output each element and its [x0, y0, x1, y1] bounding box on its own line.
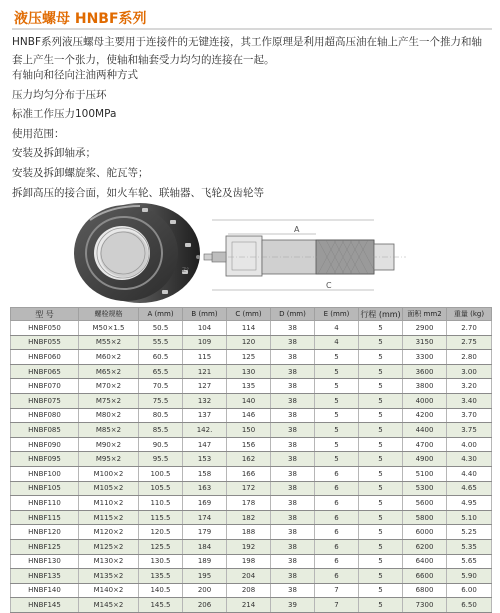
- cell-d: 38: [271, 364, 315, 379]
- cell-b: 137: [183, 408, 227, 423]
- cell-area: 3600: [403, 364, 447, 379]
- cell-weight: 5.35: [447, 539, 492, 554]
- table-row: [11, 583, 492, 598]
- cell-stroke: 5: [359, 525, 403, 540]
- cell-a: 80.5: [139, 408, 183, 423]
- cell-a: 105.5: [139, 481, 183, 496]
- cell-stroke: 5: [359, 466, 403, 481]
- cell-area: 5800: [403, 510, 447, 525]
- cell-e: 7: [315, 598, 359, 613]
- cell-weight: 5.90: [447, 569, 492, 584]
- cell-thread-spec: M105×2: [79, 481, 139, 496]
- cell-b: 121: [183, 364, 227, 379]
- cell-weight: 4.40: [447, 466, 492, 481]
- cell-e: 5: [315, 423, 359, 438]
- table-row: [11, 423, 492, 438]
- cell-b: 153: [183, 452, 227, 467]
- table-row: [11, 525, 492, 540]
- cell-thread-spec: M145×2: [79, 598, 139, 613]
- cell-area: 2900: [403, 321, 447, 336]
- cell-weight: 4.30: [447, 452, 492, 467]
- table-row: [11, 393, 492, 408]
- cell-b: 127: [183, 379, 227, 394]
- cell-c: 172: [227, 481, 271, 496]
- cell-a: 65.5: [139, 364, 183, 379]
- cell-c: 130: [227, 364, 271, 379]
- cell-area: 4700: [403, 437, 447, 452]
- cell-area: 5300: [403, 481, 447, 496]
- cell-model: HNBF070: [11, 379, 79, 394]
- cell-e: 6: [315, 539, 359, 554]
- cell-a: 60.5: [139, 350, 183, 365]
- cell-d: 38: [271, 510, 315, 525]
- cell-d: 38: [271, 569, 315, 584]
- cell-d: 38: [271, 481, 315, 496]
- cell-c: 178: [227, 496, 271, 511]
- cell-d: 38: [271, 393, 315, 408]
- cell-d: 38: [271, 379, 315, 394]
- cell-e: 6: [315, 510, 359, 525]
- cell-stroke: 5: [359, 335, 403, 350]
- cell-weight: 5.25: [447, 525, 492, 540]
- cell-a: 110.5: [139, 496, 183, 511]
- table-row: [11, 321, 492, 336]
- table-row: [11, 452, 492, 467]
- cell-e: 6: [315, 481, 359, 496]
- cell-c: 198: [227, 554, 271, 569]
- cell-thread-spec: M70×2: [79, 379, 139, 394]
- cell-stroke: 5: [359, 393, 403, 408]
- table-row: [11, 496, 492, 511]
- header-thread-spec: 螺栓规格: [79, 308, 139, 321]
- table-row: [11, 481, 492, 496]
- cell-weight: 3.20: [447, 379, 492, 394]
- cell-a: 120.5: [139, 525, 183, 540]
- cell-model: HNBF095: [11, 452, 79, 467]
- cell-model: HNBF125: [11, 539, 79, 554]
- cell-thread-spec: M85×2: [79, 423, 139, 438]
- cell-c: 188: [227, 525, 271, 540]
- cell-e: 5: [315, 437, 359, 452]
- dimension-a-label: A: [294, 225, 300, 234]
- table-row: [11, 350, 492, 365]
- cell-e: 4: [315, 335, 359, 350]
- cell-stroke: 5: [359, 598, 403, 613]
- cell-thread-spec: M90×2: [79, 437, 139, 452]
- cell-e: 6: [315, 525, 359, 540]
- cell-d: 38: [271, 496, 315, 511]
- cell-weight: 3.70: [447, 408, 492, 423]
- cell-b: 158: [183, 466, 227, 481]
- cell-model: HNBF130: [11, 554, 79, 569]
- cell-e: 7: [315, 583, 359, 598]
- cell-b: 179: [183, 525, 227, 540]
- cell-d: 38: [271, 350, 315, 365]
- cell-area: 6400: [403, 554, 447, 569]
- header-e: E (mm): [315, 308, 359, 321]
- cell-b: 200: [183, 583, 227, 598]
- cell-b: 189: [183, 554, 227, 569]
- cell-thread-spec: M80×2: [79, 408, 139, 423]
- cell-model: HNBF050: [11, 321, 79, 336]
- table-header-row: [11, 308, 492, 321]
- cell-b: 206: [183, 598, 227, 613]
- cell-model: HNBF110: [11, 496, 79, 511]
- intro-paragraph: HNBF系列液压螺母主要用于连接件的无键连接，其工作原理是利用超高压油在轴上产生一个推力和轴套上产生一个张力，使轴和轴套受力均匀的连接在一起。: [12, 36, 482, 66]
- header-area: 面积 mm2: [403, 308, 447, 321]
- cell-c: 140: [227, 393, 271, 408]
- cell-a: 55.5: [139, 335, 183, 350]
- cell-model: HNBF075: [11, 393, 79, 408]
- cell-a: 100.5: [139, 466, 183, 481]
- cell-area: 4000: [403, 393, 447, 408]
- cell-d: 38: [271, 583, 315, 598]
- cell-thread-spec: M110×2: [79, 496, 139, 511]
- cell-model: HNBF105: [11, 481, 79, 496]
- header-c: C (mm): [227, 308, 271, 321]
- cell-model: HNBF115: [11, 510, 79, 525]
- header-a: A (mm): [139, 308, 183, 321]
- cell-c: 208: [227, 583, 271, 598]
- cell-e: 5: [315, 408, 359, 423]
- cell-e: 5: [315, 350, 359, 365]
- cell-a: 145.5: [139, 598, 183, 613]
- cell-e: 6: [315, 496, 359, 511]
- cell-stroke: 5: [359, 350, 403, 365]
- cell-b: 109: [183, 335, 227, 350]
- cell-stroke: 5: [359, 539, 403, 554]
- cell-c: 204: [227, 569, 271, 584]
- feature-item: 有轴向和径向注油两种方式: [12, 69, 138, 81]
- cell-model: HNBF090: [11, 437, 79, 452]
- cell-area: 5100: [403, 466, 447, 481]
- table-row: [11, 510, 492, 525]
- cell-e: 5: [315, 379, 359, 394]
- cell-d: 39: [271, 598, 315, 613]
- cell-e: 4: [315, 321, 359, 336]
- cell-c: 135: [227, 379, 271, 394]
- cell-c: 125: [227, 350, 271, 365]
- cell-area: 4200: [403, 408, 447, 423]
- cell-d: 38: [271, 466, 315, 481]
- table-row: [11, 554, 492, 569]
- cell-stroke: 5: [359, 452, 403, 467]
- cell-a: 50.5: [139, 321, 183, 336]
- page-title: 液压螺母 HNBF系列: [14, 11, 147, 27]
- cell-c: 114: [227, 321, 271, 336]
- table-row: [11, 364, 492, 379]
- cell-stroke: 5: [359, 437, 403, 452]
- cell-thread-spec: M130×2: [79, 554, 139, 569]
- cell-area: 3300: [403, 350, 447, 365]
- header-b: B (mm): [183, 308, 227, 321]
- cell-e: 6: [315, 569, 359, 584]
- cell-weight: 2.80: [447, 350, 492, 365]
- cell-area: 6800: [403, 583, 447, 598]
- cell-stroke: 5: [359, 364, 403, 379]
- feature-item: 拆卸高压的接合面，如火车轮、联轴器、飞轮及齿轮等: [12, 186, 264, 199]
- cell-thread-spec: M50×1.5: [79, 321, 139, 336]
- cell-weight: 4.00: [447, 437, 492, 452]
- cell-weight: 3.40: [447, 393, 492, 408]
- cell-weight: 2.75: [447, 335, 492, 350]
- cell-a: 130.5: [139, 554, 183, 569]
- table-row: [11, 539, 492, 554]
- cell-weight: 5.10: [447, 510, 492, 525]
- cell-model: HNBF065: [11, 364, 79, 379]
- cell-c: 166: [227, 466, 271, 481]
- cell-a: 95.5: [139, 452, 183, 467]
- cell-a: 70.5: [139, 379, 183, 394]
- table-row: [11, 569, 492, 584]
- cell-stroke: 5: [359, 496, 403, 511]
- cell-thread-spec: M135×2: [79, 569, 139, 584]
- cell-b: 195: [183, 569, 227, 584]
- cell-c: 146: [227, 408, 271, 423]
- cell-thread-spec: M100×2: [79, 466, 139, 481]
- cell-c: 192: [227, 539, 271, 554]
- cell-weight: 6.50: [447, 598, 492, 613]
- table-row: [11, 466, 492, 481]
- feature-item: 使用范围：: [12, 127, 65, 140]
- technical-drawing: [176, 212, 438, 302]
- cell-model: HNBF060: [11, 350, 79, 365]
- header-model: 型 号: [11, 308, 79, 321]
- cell-b: 163: [183, 481, 227, 496]
- cell-e: 5: [315, 393, 359, 408]
- cell-thread-spec: M60×2: [79, 350, 139, 365]
- feature-item: 安装及拆卸轴承；: [12, 147, 96, 160]
- table-row: [11, 379, 492, 394]
- cell-stroke: 5: [359, 321, 403, 336]
- cell-model: HNBF085: [11, 423, 79, 438]
- angle-label: Z°: [182, 267, 190, 274]
- cell-area: 6200: [403, 539, 447, 554]
- table-body: [11, 321, 492, 613]
- specification-table: [10, 307, 492, 613]
- cell-d: 38: [271, 335, 315, 350]
- cell-b: 184: [183, 539, 227, 554]
- title-divider: [12, 28, 492, 30]
- cell-a: 75.5: [139, 393, 183, 408]
- cell-model: HNBF140: [11, 583, 79, 598]
- cell-e: 6: [315, 466, 359, 481]
- cell-area: 3150: [403, 335, 447, 350]
- header-stroke: 行程 (mm): [360, 309, 401, 319]
- cell-e: 6: [315, 554, 359, 569]
- cell-b: 147: [183, 437, 227, 452]
- cell-thread-spec: M125×2: [79, 539, 139, 554]
- cell-e: 5: [315, 364, 359, 379]
- feature-item: 安装及拆卸螺旋桨、舵瓦等；: [12, 166, 149, 179]
- cell-a: 90.5: [139, 437, 183, 452]
- table-row: [11, 335, 492, 350]
- cell-d: 38: [271, 539, 315, 554]
- cell-stroke: 5: [359, 481, 403, 496]
- cell-a: 135.5: [139, 569, 183, 584]
- cell-a: 140.5: [139, 583, 183, 598]
- cell-d: 38: [271, 452, 315, 467]
- cell-c: 162: [227, 452, 271, 467]
- cell-stroke: 5: [359, 583, 403, 598]
- cell-stroke: 5: [359, 569, 403, 584]
- cell-b: 169: [183, 496, 227, 511]
- cell-thread-spec: M95×2: [79, 452, 139, 467]
- cell-c: 150: [227, 423, 271, 438]
- cell-a: 115.5: [139, 510, 183, 525]
- cell-thread-spec: M75×2: [79, 393, 139, 408]
- cell-stroke: 5: [359, 423, 403, 438]
- header-weight: 重量 (kg): [447, 308, 492, 321]
- cell-model: HNBF135: [11, 569, 79, 584]
- cell-d: 38: [271, 423, 315, 438]
- cell-stroke: 5: [359, 554, 403, 569]
- cell-e: 5: [315, 452, 359, 467]
- cell-d: 38: [271, 321, 315, 336]
- cell-stroke: 5: [359, 379, 403, 394]
- cell-weight: 5.65: [447, 554, 492, 569]
- cell-area: 7300: [403, 598, 447, 613]
- cell-b: 174: [183, 510, 227, 525]
- cell-weight: 6.00: [447, 583, 492, 598]
- cell-thread-spec: M55×2: [79, 335, 139, 350]
- table-row: [11, 437, 492, 452]
- cell-d: 38: [271, 408, 315, 423]
- dimension-c-label: C: [326, 281, 332, 290]
- cell-d: 38: [271, 437, 315, 452]
- cell-thread-spec: M120×2: [79, 525, 139, 540]
- cell-weight: 3.00: [447, 364, 492, 379]
- cell-stroke: 5: [359, 408, 403, 423]
- cell-area: 4400: [403, 423, 447, 438]
- feature-item: 标准工作压力100MPa: [12, 108, 117, 121]
- cell-area: 6600: [403, 569, 447, 584]
- cell-weight: 3.75: [447, 423, 492, 438]
- cell-b: 104: [183, 321, 227, 336]
- cell-area: 5600: [403, 496, 447, 511]
- cell-area: 4900: [403, 452, 447, 467]
- cell-weight: 4.95: [447, 496, 492, 511]
- table-row: [11, 408, 492, 423]
- cell-area: 6000: [403, 525, 447, 540]
- header-d: D (mm): [271, 308, 315, 321]
- cell-b: 142.: [183, 423, 227, 438]
- cell-a: 125.5: [139, 539, 183, 554]
- cell-model: HNBF080: [11, 408, 79, 423]
- cell-thread-spec: M140×2: [79, 583, 139, 598]
- cell-thread-spec: M65×2: [79, 364, 139, 379]
- feature-list: [12, 66, 264, 203]
- cell-thread-spec: M115×2: [79, 510, 139, 525]
- cell-c: 214: [227, 598, 271, 613]
- cell-weight: 4.65: [447, 481, 492, 496]
- cell-stroke: 5: [359, 510, 403, 525]
- cell-area: 3800: [403, 379, 447, 394]
- cell-c: 120: [227, 335, 271, 350]
- cell-d: 38: [271, 554, 315, 569]
- cell-model: HNBF120: [11, 525, 79, 540]
- cell-weight: 2.70: [447, 321, 492, 336]
- cell-d: 38: [271, 525, 315, 540]
- cell-model: HNBF100: [11, 466, 79, 481]
- cell-c: 182: [227, 510, 271, 525]
- cell-model: HNBF055: [11, 335, 79, 350]
- feature-item: 压力均匀分布于压环: [12, 88, 107, 101]
- table-row: [11, 598, 492, 613]
- cell-b: 115: [183, 350, 227, 365]
- cell-model: HNBF145: [11, 598, 79, 613]
- cell-b: 132: [183, 393, 227, 408]
- cell-c: 156: [227, 437, 271, 452]
- cell-a: 85.5: [139, 423, 183, 438]
